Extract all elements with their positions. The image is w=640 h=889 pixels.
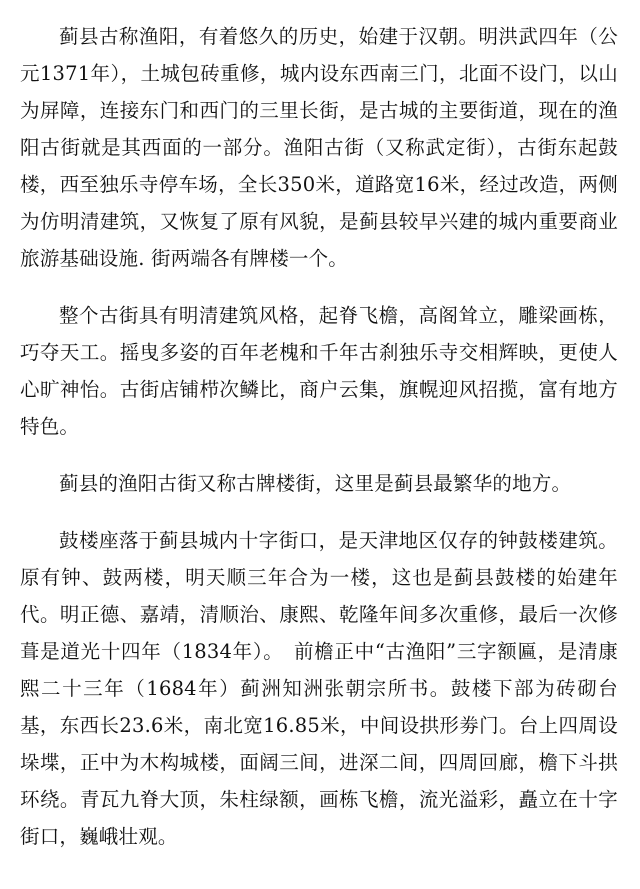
document-body (20, 18, 618, 855)
paragraph: 鼓楼座落于蓟县城内十字街口，是天津地区仅存的钟鼓楼建筑。原有钟、鼓两楼，明天顺三年合为一楼，这也是蓟县鼓楼的始建年代。明正德、嘉靖，清顺治、康熙、乾隆年间多次重修，最后一次修葺是道光十四年（1834年）。 前檐正中“古渔阳”三字额匾，是清康熙二十三年（1684年）蓟洲知洲张朝宗所书。鼓楼下部为砖砌台基，东西长23.6米，南北宽16.85米，中间设拱形劵门。台上四周设垛堞，正中为木构城楼，面阔三间，进深二间，四周回廊，檐下斗拱环绕。青瓦九脊大顶，朱柱绿额，画栋飞檐，流光溢彩，矗立在十字街口，巍峨壮观。 (20, 529, 618, 848)
paragraph: 整个古街具有明清建筑风格，起脊飞檐，高阁耸立，雕梁画栋，巧夺天工。摇曳多姿的百年老槐和千年古刹独乐寺交相辉映，更使人心旷神怡。古街店铺栉次鳞比，商户云集，旗幌迎风招揽，富有地方特色。 (20, 304, 618, 438)
paragraph: 蓟县的渔阳古街又称古牌楼街，这里是蓟县最繁华的地方。 (59, 472, 572, 495)
paragraph: 蓟县古称渔阳，有着悠久的历史，始建于汉朝。明洪武四年（公元1371年），土城包砖重修，城内设东西南三门，北面不设门，以山为屏障，连接东门和西门的三里长街，是古城的主要街道，现在的渔阳古街就是其西面的一部分。渔阳古街（又称武定街），古街东起鼓楼，西至独乐寺停车场，全长350米，道路宽16米，经过改造，两侧为仿明清建筑，又恢复了原有风貌，是蓟县较早兴建的城内重要商业旅游基础设施. 街两端各有牌楼一个。 (20, 25, 618, 270)
